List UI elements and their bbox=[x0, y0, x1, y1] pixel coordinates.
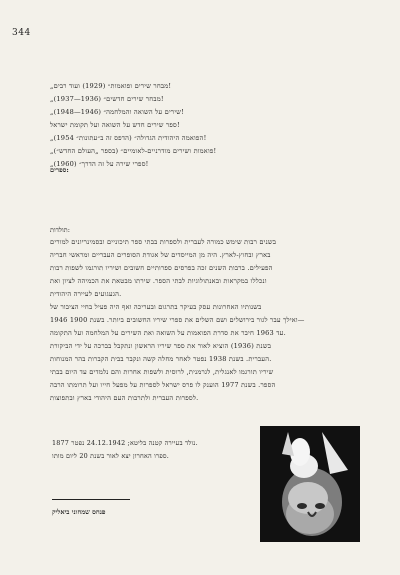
bibliography-line: „הפואמה היהודית הגדולה״ (הדפס זה ב״עתונות״ 1954)! bbox=[50, 134, 207, 142]
biography-line: לספרות העברית ולתרבות העם היהודי בארץ ובתפוצות. bbox=[50, 394, 199, 402]
biography-line: בשנותיו האחרונות עסק בעיקר בתרגום ובעריכה ואף היה פעיל בחיי הציבור של bbox=[50, 303, 262, 311]
biography-text bbox=[50, 236, 358, 405]
biography-line: הספר. בשנת 1977 הוענק לו פרס ישראל לספרות על מפעל חייו ועל תרומתו הרבה bbox=[50, 381, 276, 389]
photo-caption bbox=[52, 437, 252, 463]
bibliography-line: ספר שירים חדש על השואה ועל תקומת ישראל! bbox=[50, 121, 180, 129]
biography-line: בשנים רבות שימש כמורה לעברית ולספרות בבתי ספר תיכוניים ובסמינריונים למורים bbox=[50, 238, 277, 246]
bibliography-line: „ספרי שירה על זה הדרך״ (1960)! bbox=[50, 160, 149, 168]
biography-line: הפעילים. ברבות השנים זכה בפרסים ספרותיים חשובים ושיריו תורגמו לשפות רבות bbox=[50, 264, 273, 272]
bibliography-line: „פואמות ושירים מודרניים-לאומיים״ (בספר „העולם החדש״)! bbox=[50, 147, 217, 155]
signature-rule bbox=[52, 499, 130, 500]
biography-heading: תולדות: bbox=[50, 226, 70, 234]
bibliography-line: „מבחר שירים חדשים״ (1936—1937)! bbox=[50, 95, 164, 103]
bibliography-list bbox=[50, 80, 360, 171]
biography-line: שיריו תורגמו לאנגלית, לגרמנית, לרוסית ולשפות אחרות והם נלמדים עד היום בבתי bbox=[50, 368, 274, 376]
portrait-image bbox=[260, 426, 360, 542]
bibliography-line: „שירים על השואה והמלחמה״ (1946—1948)! bbox=[50, 108, 184, 116]
caption-line: ספרו האחרון יצא לאור בשנת 20 ליום מותו. bbox=[52, 452, 169, 460]
portrait-photo bbox=[260, 426, 360, 542]
signature-line: פנחס שמחוני ביאליק bbox=[52, 508, 106, 516]
biography-line: הגעגועים לעיירה היהודית. bbox=[50, 290, 122, 298]
biography-line: בארץ ובחוץ-לארץ. היה מן המייסדים של אגודת הסופרים העבריים ומראשי חבריה bbox=[50, 251, 271, 259]
caption-line: 1877 נולד בעיירה קטנה בליטא; 24.12.1942 נפטר. bbox=[52, 439, 198, 447]
biography-line: עד 1963 חיבר את סדרת הפואמות על השואה ואת השירים על המלחמה ועל התקומה. bbox=[50, 329, 286, 337]
biography-line: 1946 ואילך עבר לגור בירושלים ושם השלים את ספרי שיריו החשובים ביותר. בשנת 1900— bbox=[50, 316, 305, 324]
books-heading: ספרים: bbox=[50, 166, 69, 174]
biography-line: ונכללו במקראות ובאנתולוגיות לבתי הספר. שירתו מבטאת את הכמיהה לציון ואת bbox=[50, 277, 267, 285]
biography-line: בשנת (1936) הוציא לאור את ספר שיריו הראשון ונתקבל בברכה על ידי הביקורת bbox=[50, 342, 272, 350]
bibliography-line: „מבחר שירים ופואמות״ (1929) ועוד רבים! bbox=[50, 82, 172, 90]
biography-line: העברית. בשנת 1938 נפטר לאחר מחלה קשה ונקבר בבית הקברות בהר המנוחות. bbox=[50, 355, 272, 363]
page-number: 344 bbox=[12, 28, 31, 38]
